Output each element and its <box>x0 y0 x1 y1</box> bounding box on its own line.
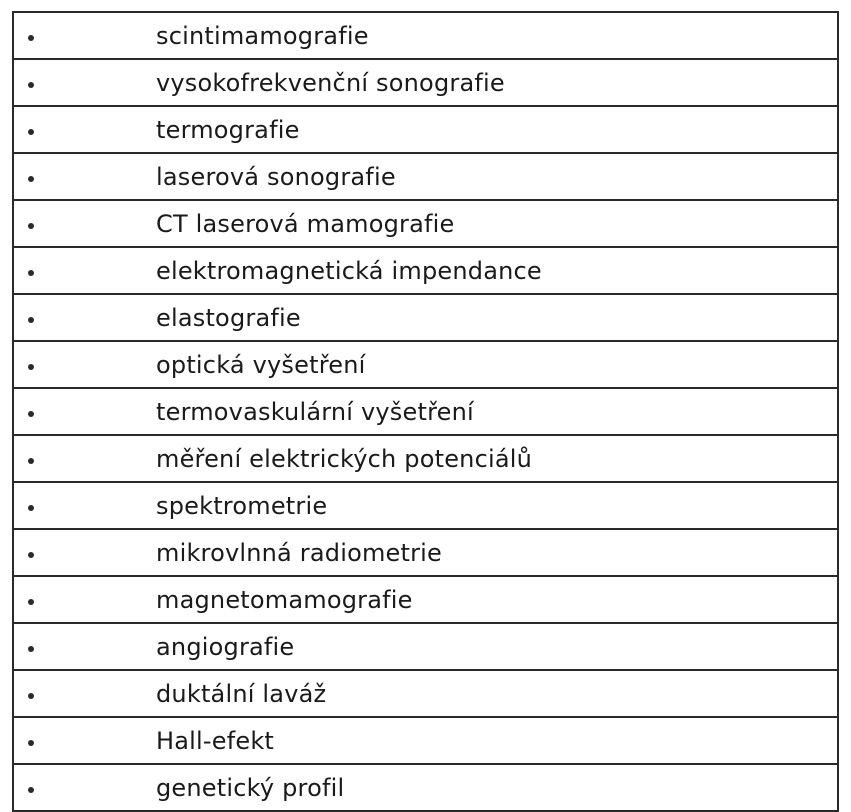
method-label: elastografie <box>156 303 301 332</box>
bullet-icon <box>28 35 34 41</box>
table-row <box>13 106 838 153</box>
bullet-cell <box>13 529 138 576</box>
method-cell <box>138 294 838 341</box>
bullet-icon <box>28 740 34 746</box>
table-row <box>13 717 838 764</box>
method-cell <box>138 623 838 670</box>
bullet-cell <box>13 294 138 341</box>
bullet-icon <box>28 646 34 652</box>
method-cell <box>138 341 838 388</box>
method-cell <box>138 247 838 294</box>
bullet-cell <box>13 717 138 764</box>
table-row <box>13 341 838 388</box>
method-cell <box>138 717 838 764</box>
method-label: termovaskulární vyšetření <box>156 397 474 426</box>
bullet-icon <box>28 176 34 182</box>
bullet-icon <box>28 505 34 511</box>
method-label: měření elektrických potenciálů <box>156 444 533 473</box>
method-label: genetický profil <box>156 773 345 802</box>
bullet-cell <box>13 59 138 106</box>
method-label: vysokofrekvenční sonografie <box>156 68 505 97</box>
bullet-cell <box>13 623 138 670</box>
bullet-cell <box>13 12 138 59</box>
bullet-cell <box>13 200 138 247</box>
bullet-icon <box>28 552 34 558</box>
method-cell <box>138 529 838 576</box>
table-row <box>13 294 838 341</box>
method-cell <box>138 12 838 59</box>
method-label: laserová sonografie <box>156 162 396 191</box>
table-row <box>13 153 838 200</box>
method-label: termografie <box>156 115 300 144</box>
bullet-icon <box>28 82 34 88</box>
method-label: magnetomamografie <box>156 585 413 614</box>
table-row <box>13 435 838 482</box>
bullet-cell <box>13 247 138 294</box>
bullet-cell <box>13 341 138 388</box>
table-row <box>13 670 838 717</box>
table-row <box>13 529 838 576</box>
method-cell <box>138 482 838 529</box>
bullet-cell <box>13 482 138 529</box>
methods-table <box>12 11 839 812</box>
bullet-icon <box>28 270 34 276</box>
method-label: mikrovlnná radiometrie <box>156 538 443 567</box>
method-cell <box>138 388 838 435</box>
bullet-icon <box>28 458 34 464</box>
table-row <box>13 59 838 106</box>
method-label: CT laserová mamografie <box>156 209 455 238</box>
bullet-cell <box>13 576 138 623</box>
table-row <box>13 200 838 247</box>
methods-table-body <box>13 12 838 811</box>
table-row <box>13 764 838 811</box>
method-label: scintimamografie <box>156 21 369 50</box>
table-row <box>13 388 838 435</box>
table-row <box>13 12 838 59</box>
bullet-icon <box>28 129 34 135</box>
bullet-cell <box>13 153 138 200</box>
method-label: optická vyšetření <box>156 350 366 379</box>
method-cell <box>138 670 838 717</box>
bullet-cell <box>13 106 138 153</box>
method-label: Hall-efekt <box>156 726 275 755</box>
bullet-icon <box>28 693 34 699</box>
method-cell <box>138 764 838 811</box>
method-cell <box>138 435 838 482</box>
method-cell <box>138 200 838 247</box>
method-cell <box>138 576 838 623</box>
bullet-icon <box>28 411 34 417</box>
method-label: duktální laváž <box>156 679 327 708</box>
method-cell <box>138 153 838 200</box>
bullet-cell <box>13 435 138 482</box>
bullet-cell <box>13 388 138 435</box>
bullet-icon <box>28 599 34 605</box>
table-row <box>13 576 838 623</box>
method-cell <box>138 106 838 153</box>
bullet-icon <box>28 787 34 793</box>
method-cell <box>138 59 838 106</box>
bullet-icon <box>28 317 34 323</box>
method-label: elektromagnetická impendance <box>156 256 542 285</box>
bullet-cell <box>13 670 138 717</box>
bullet-cell <box>13 764 138 811</box>
bullet-icon <box>28 364 34 370</box>
table-row <box>13 482 838 529</box>
method-label: spektrometrie <box>156 491 328 520</box>
method-label: angiografie <box>156 632 295 661</box>
table-row <box>13 247 838 294</box>
table-row <box>13 623 838 670</box>
bullet-icon <box>28 223 34 229</box>
